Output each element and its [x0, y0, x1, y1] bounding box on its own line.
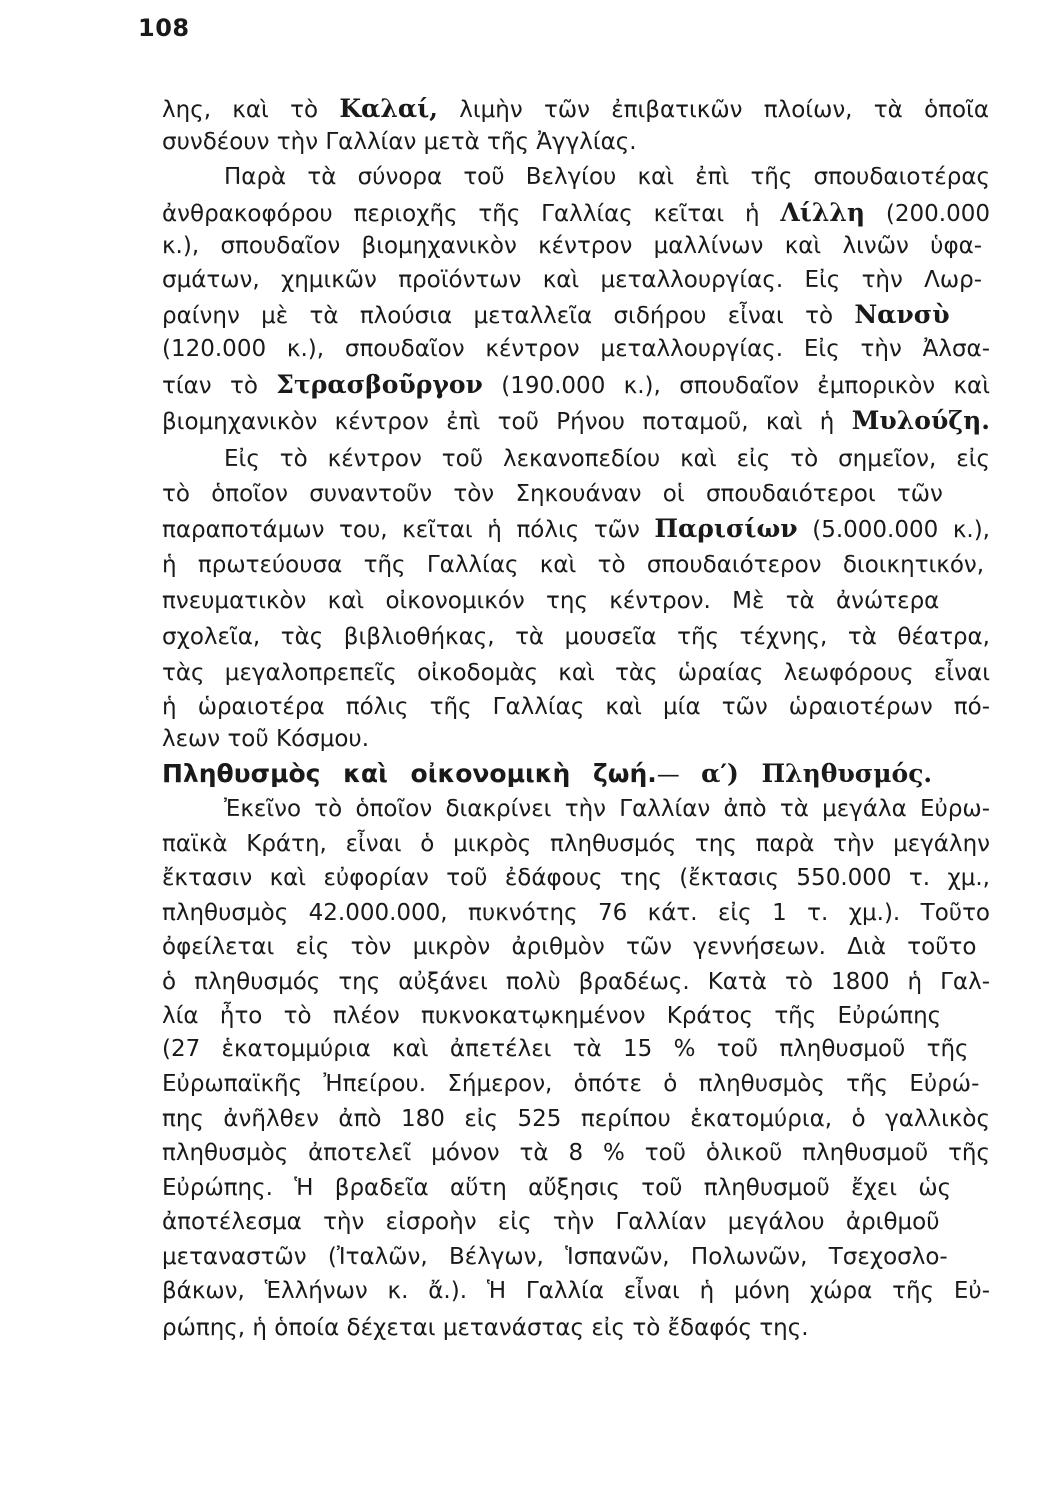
bold-term: Μυλούζη.	[851, 406, 990, 435]
text-segment: ἀνθρακοφόρου περιοχῆς τῆς Γαλλίας κεῖται ἡ	[162, 201, 781, 227]
text-segment: (200.000	[865, 201, 990, 227]
text-line	[162, 1102, 990, 1136]
text-line	[162, 1205, 990, 1239]
text-segment: τὰς μεγαλοπρεπεῖς οἰκοδομὰς καὶ τὰς ὡραίας λεωφόρους εἶναι	[162, 660, 990, 686]
text-line	[162, 477, 990, 511]
text-line	[162, 263, 990, 297]
text-segment: Εὐρώπης. Ἡ βραδεῖα αὕτη αὔξησις τοῦ πληθυσμοῦ ἔχει ὡς	[162, 1175, 952, 1201]
text-segment: συνδέουν τὴν Γαλλίαν μετὰ τῆς Ἀγγλίας.	[162, 129, 637, 155]
text-segment: (120.000 κ.), σπουδαῖον κέντρον μεταλλουργίας. Εἰς τὴν Ἀλσα-	[162, 336, 990, 362]
text-line	[162, 722, 990, 756]
text-segment: ραίνην μὲ τὰ πλούσια μεταλλεῖα σιδήρου εἶναι τὸ	[162, 303, 855, 329]
text-line	[162, 512, 990, 546]
text-line	[162, 757, 990, 791]
text-segment: τίαν τὸ	[162, 373, 277, 399]
text-segment: ἡ πρωτεύουσα τῆς Γαλλίας καὶ τὸ σπουδαιότερον διοικητικόν,	[162, 552, 985, 578]
text-line	[162, 1274, 990, 1308]
text-segment: πληθυσμὸς ἀποτελεῖ μόνον τὰ 8 % τοῦ ὁλικοῦ πληθυσμοῦ τῆς	[162, 1140, 990, 1166]
text-segment: ὀφείλεται εἰς τὸν μικρὸν ἀριθμὸν τῶν γεννήσεων. Διὰ τοῦτο	[162, 934, 977, 960]
text-line	[162, 656, 990, 690]
text-line	[162, 196, 990, 230]
text-segment: Παρὰ τὰ σύνορα τοῦ Βελγίου καὶ ἐπὶ τῆς σπουδαιοτέρας	[224, 164, 990, 190]
bold-term: Λίλλη	[780, 198, 866, 227]
text-line	[162, 690, 990, 724]
text-line	[162, 125, 990, 159]
text-segment: ρώπης, ἡ ὁποία δέχεται μετανάστας εἰς τὸ ἔδαφός της.	[162, 1315, 809, 1341]
bold-term: Στρασβοῦργον	[276, 370, 483, 399]
bold-term: Παρισίων	[654, 514, 798, 543]
text-segment: (27 ἑκατομμύρια καὶ ἀπετέλει τὰ 15 % τοῦ πληθυσμοῦ τῆς	[162, 1036, 969, 1062]
text-segment: λιμὴν τῶν ἐπιβατικῶν πλοίων, τὰ ὁποῖα	[437, 97, 990, 123]
text-segment: πληθυσμὸς 42.000.000, πυκνότης 76 κάτ. εἰς 1 τ. χμ.). Τοῦτο	[162, 900, 990, 926]
text-segment: Ἐκεῖνο τὸ ὁποῖον διακρίνει τὴν Γαλλίαν ἀπὸ τὰ μεγάλα Εὐρω-	[224, 796, 990, 822]
text-segment: —	[656, 762, 702, 788]
text-segment: τὸ ὁποῖον συναντοῦν τὸν Σηκουάναν οἱ σπουδαιότεροι τῶν	[162, 481, 943, 507]
bold-term: Νανσὺ	[854, 300, 950, 329]
section-heading: Πληθυσμὸς καὶ οἰκονομικὴ ζωή.	[162, 759, 657, 788]
text-line	[162, 1171, 990, 1205]
text-segment: σμάτων, χημικῶν προϊόντων καὶ μεταλλουργίας. Εἰς τὴν Λωρ-	[162, 267, 983, 293]
text-line	[162, 442, 990, 476]
text-segment: βιομηχανικὸν κέντρον ἐπὶ τοῦ Ρήνου ποταμοῦ, καὶ ἡ	[162, 409, 852, 435]
text-line	[162, 229, 990, 263]
text-line	[162, 160, 990, 194]
text-segment: παϊκὰ Κράτη, εἶναι ὁ μικρὸς πληθυσμός της παρὰ τὴν μεγάλην	[162, 831, 990, 857]
text-line	[162, 999, 990, 1033]
text-segment: ἔκτασιν καὶ εὐφορίαν τοῦ ἐδάφους της (ἔκτασις 550.000 τ. χμ.,	[162, 865, 990, 891]
text-segment: (5.000.000 κ.),	[797, 517, 990, 543]
text-segment: ὁ πληθυσμός της αὐξάνει πολὺ βραδέως. Κατὰ τὸ 1800 ἡ Γαλ-	[162, 969, 990, 995]
bold-term: α′) Πληθυσμός.	[701, 759, 933, 788]
text-line	[162, 368, 990, 402]
text-line	[162, 584, 990, 618]
text-segment: κ.), σπουδαῖον βιομηχανικὸν κέντρον μαλλίνων καὶ λινῶν ὑφα-	[162, 233, 983, 259]
bold-term: Καλαί,	[339, 94, 438, 123]
text-segment: μεταναστῶν (Ἰταλῶν, Βέλγων, Ἱσπανῶν, Πολωνῶν, Τσεχοσλο-	[162, 1244, 948, 1270]
text-line	[162, 548, 990, 582]
text-segment: λία ἦτο τὸ πλέον πυκνοκατῳκημένον Κράτος τῆς Εὐρώπης	[162, 1003, 942, 1029]
text-line	[162, 1136, 990, 1170]
text-line	[162, 620, 990, 654]
text-line	[162, 1240, 990, 1274]
text-line	[162, 861, 990, 895]
text-line	[162, 827, 990, 861]
text-segment: πνευματικὸν καὶ οἰκονομικόν της κέντρον. Μὲ τὰ ἀνώτερα	[162, 588, 940, 614]
text-segment: (190.000 κ.), σπουδαῖον ἐμπορικὸν καὶ	[482, 373, 991, 399]
text-line	[162, 965, 990, 999]
text-line	[162, 404, 990, 438]
text-line	[162, 896, 990, 930]
text-line	[162, 1032, 990, 1066]
text-line	[162, 1311, 990, 1345]
text-segment: ἀποτέλεσμα τὴν εἰσροὴν εἰς τὴν Γαλλίαν μεγάλου ἀριθμοῦ	[162, 1209, 940, 1235]
text-line	[162, 332, 990, 366]
text-segment: λεων τοῦ Κόσμου.	[162, 726, 370, 752]
text-segment: παραποτάμων του, κεῖται ἡ πόλις τῶν	[162, 517, 655, 543]
text-line	[162, 930, 990, 964]
text-segment: λης, καὶ τὸ	[162, 97, 340, 123]
text-segment: ἡ ὡραιοτέρα πόλις τῆς Γαλλίας καὶ μία τῶν ὡραιοτέρων πό-	[162, 694, 990, 720]
text-line	[162, 298, 990, 332]
text-line	[162, 792, 990, 826]
text-segment: Εἰς τὸ κέντρον τοῦ λεκανοπεδίου καὶ εἰς τὸ σημεῖον, εἰς	[224, 446, 990, 472]
text-line	[162, 1067, 990, 1101]
text-segment: σχολεῖα, τὰς βιβλιοθήκας, τὰ μουσεῖα τῆς τέχνης, τὰ θέατρα,	[162, 624, 990, 650]
page-number: 108	[138, 14, 190, 42]
text-segment: πης ἀνῆλθεν ἀπὸ 180 εἰς 525 περίπου ἑκατομύρια, ὁ γαλλικὸς	[162, 1106, 990, 1132]
text-line	[162, 92, 990, 126]
text-segment: βάκων, Ἑλλήνων κ. ἄ.). Ἡ Γαλλία εἶναι ἡ μόνη χώρα τῆς Εὐ-	[162, 1278, 990, 1304]
text-segment: Εὐρωπαϊκῆς Ἠπείρου. Σήμερον, ὁπότε ὁ πληθυσμὸς τῆς Εὐρώ-	[162, 1071, 980, 1097]
